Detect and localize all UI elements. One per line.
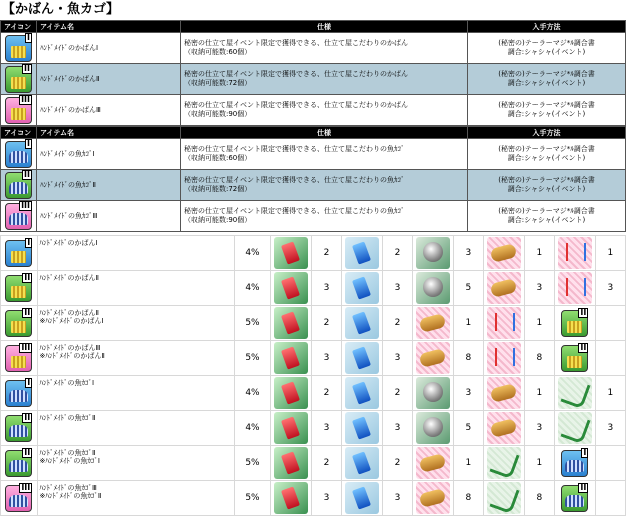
- material-qty: 3: [382, 481, 412, 516]
- item-spec: 秘密の仕立て屋イベント限定で獲得できる、仕立て屋こだわりの魚ｶｺﾞ （収納可能数:72個）: [181, 170, 468, 201]
- silver-orb-icon: [416, 377, 450, 409]
- bread-icon: [487, 412, 521, 444]
- bread-icon: [416, 482, 450, 514]
- material-qty: 5: [453, 271, 483, 306]
- red-gem-icon: [274, 237, 308, 269]
- material-qty: 8: [524, 341, 554, 376]
- material-qty: 1: [453, 446, 483, 481]
- material-qty: 8: [524, 481, 554, 516]
- material-qty: 3: [382, 341, 412, 376]
- material-qty: [595, 446, 625, 481]
- header-spec: 仕様: [181, 127, 468, 139]
- material-qty: 2: [311, 236, 341, 271]
- item-name: ﾊﾝﾄﾞﾒｲﾄﾞのかばんⅠ: [37, 33, 181, 64]
- material-qty: 1: [595, 236, 625, 271]
- recipe-name: ﾊﾝﾄﾞﾒｲﾄﾞのかばんⅡ ※ﾊﾝﾄﾞﾒｲﾄﾞのかばんⅠ: [37, 306, 234, 341]
- success-rate: 5%: [234, 341, 271, 376]
- recipe-table: [0, 235, 626, 516]
- material-qty: 2: [382, 376, 412, 411]
- material-item-icon: I: [561, 450, 588, 477]
- basket-table: [0, 126, 626, 232]
- item-name: ﾊﾝﾄﾞﾒｲﾄﾞの魚ｶｺﾞⅡ: [37, 170, 181, 201]
- fish-basket-icon: II: [5, 172, 32, 199]
- material-qty: 8: [453, 481, 483, 516]
- bread-icon: [487, 237, 521, 269]
- bread-icon: [416, 447, 450, 479]
- silver-orb-icon: [416, 237, 450, 269]
- success-rate: 4%: [234, 271, 271, 306]
- blue-gem-icon: [345, 342, 379, 374]
- fishhook-icon: [558, 377, 592, 409]
- item-row: [1, 33, 626, 64]
- bag-icon: II: [5, 66, 32, 93]
- material-qty: 1: [595, 376, 625, 411]
- material-qty: 1: [453, 306, 483, 341]
- bag-icon: I: [5, 35, 32, 62]
- result-item-icon: I: [5, 240, 32, 267]
- fish-basket-icon: I: [5, 141, 32, 168]
- recipe-name: ﾊﾝﾄﾞﾒｲﾄﾞの魚ｶｺﾞⅡ ※ﾊﾝﾄﾞﾒｲﾄﾞの魚ｶｺﾞⅠ: [37, 446, 234, 481]
- blue-gem-icon: [345, 447, 379, 479]
- material-qty: 1: [524, 236, 554, 271]
- item-name: ﾊﾝﾄﾞﾒｲﾄﾞのかばんⅡ: [37, 64, 181, 95]
- recipe-name: ﾊﾝﾄﾞﾒｲﾄﾞの魚ｶｺﾞⅡ: [37, 411, 234, 446]
- material-qty: 3: [595, 271, 625, 306]
- item-row: [1, 64, 626, 95]
- item-spec: 秘密の仕立て屋イベント限定で獲得できる、仕立て屋こだわりのかばん （収納可能数:60個）: [181, 33, 468, 64]
- material-qty: 3: [453, 236, 483, 271]
- result-item-icon: III: [5, 345, 32, 372]
- material-qty: 2: [382, 236, 412, 271]
- item-row: [1, 170, 626, 201]
- recipe-row: [1, 306, 626, 341]
- material-qty: 3: [524, 271, 554, 306]
- material-qty: 3: [311, 411, 341, 446]
- header-spec: 仕様: [181, 21, 468, 33]
- silver-orb-icon: [416, 412, 450, 444]
- item-source: (秘密の)テーラーマジ*ﾙ調合書 調合:シャシャ(イベント): [468, 64, 626, 95]
- header-name: アイテム名: [37, 21, 181, 33]
- header-get: 入手方法: [468, 127, 626, 139]
- result-item-icon: II: [5, 310, 32, 337]
- red-gem-icon: [274, 377, 308, 409]
- bread-icon: [416, 342, 450, 374]
- success-rate: 5%: [234, 306, 271, 341]
- bread-icon: [416, 307, 450, 339]
- blue-gem-icon: [345, 412, 379, 444]
- result-item-icon: II: [5, 275, 32, 302]
- item-spec: 秘密の仕立て屋イベント限定で獲得できる、仕立て屋こだわりの魚ｶｺﾞ （収納可能数:60個）: [181, 139, 468, 170]
- bread-icon: [487, 377, 521, 409]
- blue-gem-icon: [345, 377, 379, 409]
- material-qty: 3: [311, 271, 341, 306]
- material-item-icon: II: [561, 345, 588, 372]
- material-qty: 8: [453, 341, 483, 376]
- fishhook-icon: [487, 447, 521, 479]
- recipe-name: ﾊﾝﾄﾞﾒｲﾄﾞの魚ｶｺﾞⅠ: [37, 376, 234, 411]
- item-source: (秘密の)テーラーマジ*ﾙ調合書 調合:シャシャ(イベント): [468, 201, 626, 232]
- material-qty: 2: [311, 446, 341, 481]
- material-qty: 2: [311, 376, 341, 411]
- material-qty: [595, 341, 625, 376]
- recipe-row: [1, 236, 626, 271]
- header-name: アイテム名: [37, 127, 181, 139]
- material-qty: 3: [382, 271, 412, 306]
- item-name: ﾊﾝﾄﾞﾒｲﾄﾞのかばんⅢ: [37, 95, 181, 126]
- material-qty: 5: [453, 411, 483, 446]
- page-title: 【かばん・魚カゴ】: [2, 2, 120, 17]
- item-spec: 秘密の仕立て屋イベント限定で獲得できる、仕立て屋こだわりの魚ｶｺﾞ （収納可能数:90個）: [181, 201, 468, 232]
- recipe-name: ﾊﾝﾄﾞﾒｲﾄﾞの魚ｶｺﾞⅢ ※ﾊﾝﾄﾞﾒｲﾄﾞの魚ｶｺﾞⅡ: [37, 481, 234, 516]
- success-rate: 4%: [234, 376, 271, 411]
- pins-icon: [487, 307, 521, 339]
- result-item-icon: III: [5, 485, 32, 512]
- recipe-name: ﾊﾝﾄﾞﾒｲﾄﾞのかばんⅢ ※ﾊﾝﾄﾞﾒｲﾄﾞのかばんⅡ: [37, 341, 234, 376]
- success-rate: 5%: [234, 481, 271, 516]
- recipe-name: ﾊﾝﾄﾞﾒｲﾄﾞのかばんⅠ: [37, 236, 234, 271]
- fishhook-icon: [487, 482, 521, 514]
- material-qty: 2: [311, 306, 341, 341]
- material-qty: 1: [524, 446, 554, 481]
- result-item-icon: I: [5, 380, 32, 407]
- success-rate: 5%: [234, 446, 271, 481]
- material-qty: 2: [382, 446, 412, 481]
- item-row: [1, 95, 626, 126]
- item-row: [1, 139, 626, 170]
- header-get: 入手方法: [468, 21, 626, 33]
- material-qty: 3: [311, 341, 341, 376]
- success-rate: 4%: [234, 236, 271, 271]
- item-name: ﾊﾝﾄﾞﾒｲﾄﾞの魚ｶｺﾞⅠ: [37, 139, 181, 170]
- recipe-row: [1, 341, 626, 376]
- material-item-icon: II: [561, 485, 588, 512]
- bag-table: [0, 20, 626, 126]
- blue-gem-icon: [345, 272, 379, 304]
- recipe-row: [1, 446, 626, 481]
- blue-gem-icon: [345, 482, 379, 514]
- red-gem-icon: [274, 447, 308, 479]
- header-icon: アイコン: [1, 21, 37, 33]
- material-qty: 1: [524, 376, 554, 411]
- pins-icon: [558, 272, 592, 304]
- item-spec: 秘密の仕立て屋イベント限定で獲得できる、仕立て屋こだわりのかばん （収納可能数:72個）: [181, 64, 468, 95]
- material-qty: [595, 481, 625, 516]
- recipe-row: [1, 411, 626, 446]
- silver-orb-icon: [416, 272, 450, 304]
- red-gem-icon: [274, 342, 308, 374]
- success-rate: 4%: [234, 411, 271, 446]
- item-row: [1, 201, 626, 232]
- recipe-row: [1, 376, 626, 411]
- material-qty: 3: [595, 411, 625, 446]
- item-spec: 秘密の仕立て屋イベント限定で獲得できる、仕立て屋こだわりのかばん （収納可能数:90個）: [181, 95, 468, 126]
- blue-gem-icon: [345, 307, 379, 339]
- fishhook-icon: [558, 412, 592, 444]
- blue-gem-icon: [345, 237, 379, 269]
- recipe-row: [1, 271, 626, 306]
- bread-icon: [487, 272, 521, 304]
- material-qty: 3: [524, 411, 554, 446]
- pins-icon: [487, 342, 521, 374]
- bag-icon: III: [5, 97, 32, 124]
- item-source: (秘密の)テーラーマジ*ﾙ調合書 調合:シャシャ(イベント): [468, 33, 626, 64]
- red-gem-icon: [274, 307, 308, 339]
- recipe-row: [1, 481, 626, 516]
- result-item-icon: II: [5, 415, 32, 442]
- header-icon: アイコン: [1, 127, 37, 139]
- fish-basket-icon: III: [5, 203, 32, 230]
- item-source: (秘密の)テーラーマジ*ﾙ調合書 調合:シャシャ(イベント): [468, 170, 626, 201]
- item-source: (秘密の)テーラーマジ*ﾙ調合書 調合:シャシャ(イベント): [468, 139, 626, 170]
- material-qty: 2: [382, 306, 412, 341]
- material-item-icon: II: [561, 310, 588, 337]
- red-gem-icon: [274, 412, 308, 444]
- material-qty: 3: [453, 376, 483, 411]
- result-item-icon: II: [5, 450, 32, 477]
- recipe-name: ﾊﾝﾄﾞﾒｲﾄﾞのかばんⅡ: [37, 271, 234, 306]
- material-qty: 1: [524, 306, 554, 341]
- pins-icon: [558, 237, 592, 269]
- item-name: ﾊﾝﾄﾞﾒｲﾄﾞの魚ｶｺﾞⅢ: [37, 201, 181, 232]
- red-gem-icon: [274, 482, 308, 514]
- material-qty: [595, 306, 625, 341]
- material-qty: 3: [311, 481, 341, 516]
- material-qty: 3: [382, 411, 412, 446]
- item-source: (秘密の)テーラーマジ*ﾙ調合書 調合:シャシャ(イベント): [468, 95, 626, 126]
- red-gem-icon: [274, 272, 308, 304]
